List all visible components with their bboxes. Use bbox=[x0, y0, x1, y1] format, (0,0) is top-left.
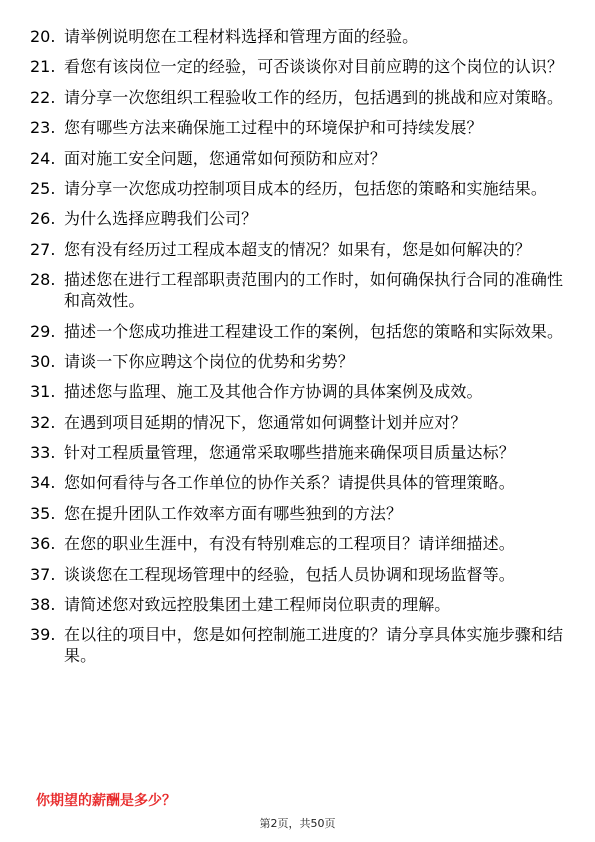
question-number: 35. bbox=[30, 503, 56, 523]
question-item bbox=[30, 412, 565, 433]
salary-prompt: 你期望的薪酬是多少？ bbox=[36, 793, 176, 809]
question-number: 33. bbox=[30, 443, 56, 463]
question-text: 您有哪些方法来确保施工过程中的环境保护和可持续发展？ bbox=[64, 118, 483, 138]
question-item bbox=[30, 533, 565, 554]
question-number: 29. bbox=[30, 321, 56, 341]
question-number: 27. bbox=[30, 239, 56, 259]
question-text: 请分享一次您组织工程验收工作的经历，包括遇到的挑战和应对策略。 bbox=[64, 87, 564, 107]
question-number: 23. bbox=[30, 118, 56, 138]
question-number: 25. bbox=[30, 178, 56, 198]
question-text: 请简述您对致远控股集团土建工程师岗位职责的理解。 bbox=[64, 595, 451, 615]
question-item bbox=[30, 472, 565, 493]
question-text: 针对工程质量管理，您通常采取哪些措施来确保项目质量达标？ bbox=[64, 443, 515, 463]
question-item bbox=[30, 351, 565, 372]
question-text: 为什么选择应聘我们公司？ bbox=[64, 209, 258, 229]
question-item bbox=[30, 594, 565, 615]
question-item bbox=[30, 564, 565, 585]
question-item bbox=[30, 26, 565, 47]
question-item bbox=[30, 624, 565, 666]
question-text: 描述一个您成功推进工程建设工作的案例，包括您的策略和实际效果。 bbox=[64, 321, 564, 341]
question-number: 36. bbox=[30, 534, 56, 554]
question-item bbox=[30, 239, 565, 260]
question-item bbox=[30, 148, 565, 169]
question-text: 在您的职业生涯中，有没有特别难忘的工程项目？请详细描述。 bbox=[64, 534, 515, 554]
question-text: 描述您在进行工程部职责范围内的工作时，如何确保执行合同的准确性和高效性。 bbox=[64, 270, 564, 311]
question-text: 您如何看待与各工作单位的协作关系？请提供具体的管理策略。 bbox=[64, 473, 515, 493]
question-item bbox=[30, 87, 565, 108]
question-text: 描述您与监理、施工及其他合作方协调的具体案例及成效。 bbox=[64, 382, 483, 402]
question-number: 39. bbox=[30, 625, 56, 645]
question-item bbox=[30, 321, 565, 342]
question-item bbox=[30, 208, 565, 229]
question-text: 看您有该岗位一定的经验，可否谈谈你对目前应聘的这个岗位的认识？ bbox=[64, 57, 564, 77]
question-text: 您在提升团队工作效率方面有哪些独到的方法？ bbox=[64, 503, 403, 523]
question-text: 在以往的项目中，您是如何控制施工进度的？请分享具体实施步骤和结果。 bbox=[64, 625, 564, 666]
question-text: 请谈一下你应聘这个岗位的优势和劣势？ bbox=[64, 351, 354, 371]
question-text: 请分享一次您成功控制项目成本的经历，包括您的策略和实施结果。 bbox=[64, 178, 548, 198]
question-item bbox=[30, 442, 565, 463]
question-text: 谈谈您在工程现场管理中的经验，包括人员协调和现场监督等。 bbox=[64, 564, 515, 584]
question-number: 20. bbox=[30, 27, 56, 46]
question-text: 在遇到项目延期的情况下，您通常如何调整计划并应对？ bbox=[64, 412, 467, 432]
question-number: 21. bbox=[30, 57, 56, 77]
question-number: 26. bbox=[30, 209, 56, 229]
question-number: 37. bbox=[30, 564, 56, 584]
question-item bbox=[30, 117, 565, 138]
question-text: 请举例说明您在工程材料选择和管理方面的经验。 bbox=[64, 27, 419, 46]
question-item bbox=[30, 269, 565, 311]
question-number: 34. bbox=[30, 473, 56, 493]
question-text: 您有没有经历过工程成本超支的情况？如果有，您是如何解决的？ bbox=[64, 239, 531, 259]
question-item bbox=[30, 56, 565, 77]
question-number: 28. bbox=[30, 270, 56, 290]
question-item bbox=[30, 503, 565, 524]
question-number: 30. bbox=[30, 351, 56, 371]
question-item bbox=[30, 381, 565, 402]
question-number: 22. bbox=[30, 87, 56, 107]
question-text: 面对施工安全问题，您通常如何预防和应对？ bbox=[64, 148, 387, 168]
question-item bbox=[30, 178, 565, 199]
question-number: 38. bbox=[30, 595, 56, 615]
page-footer: 第2页，共50页 bbox=[259, 817, 336, 830]
question-list bbox=[30, 26, 565, 676]
question-number: 31. bbox=[30, 382, 56, 402]
question-number: 32. bbox=[30, 412, 56, 432]
question-number: 24. bbox=[30, 148, 56, 168]
